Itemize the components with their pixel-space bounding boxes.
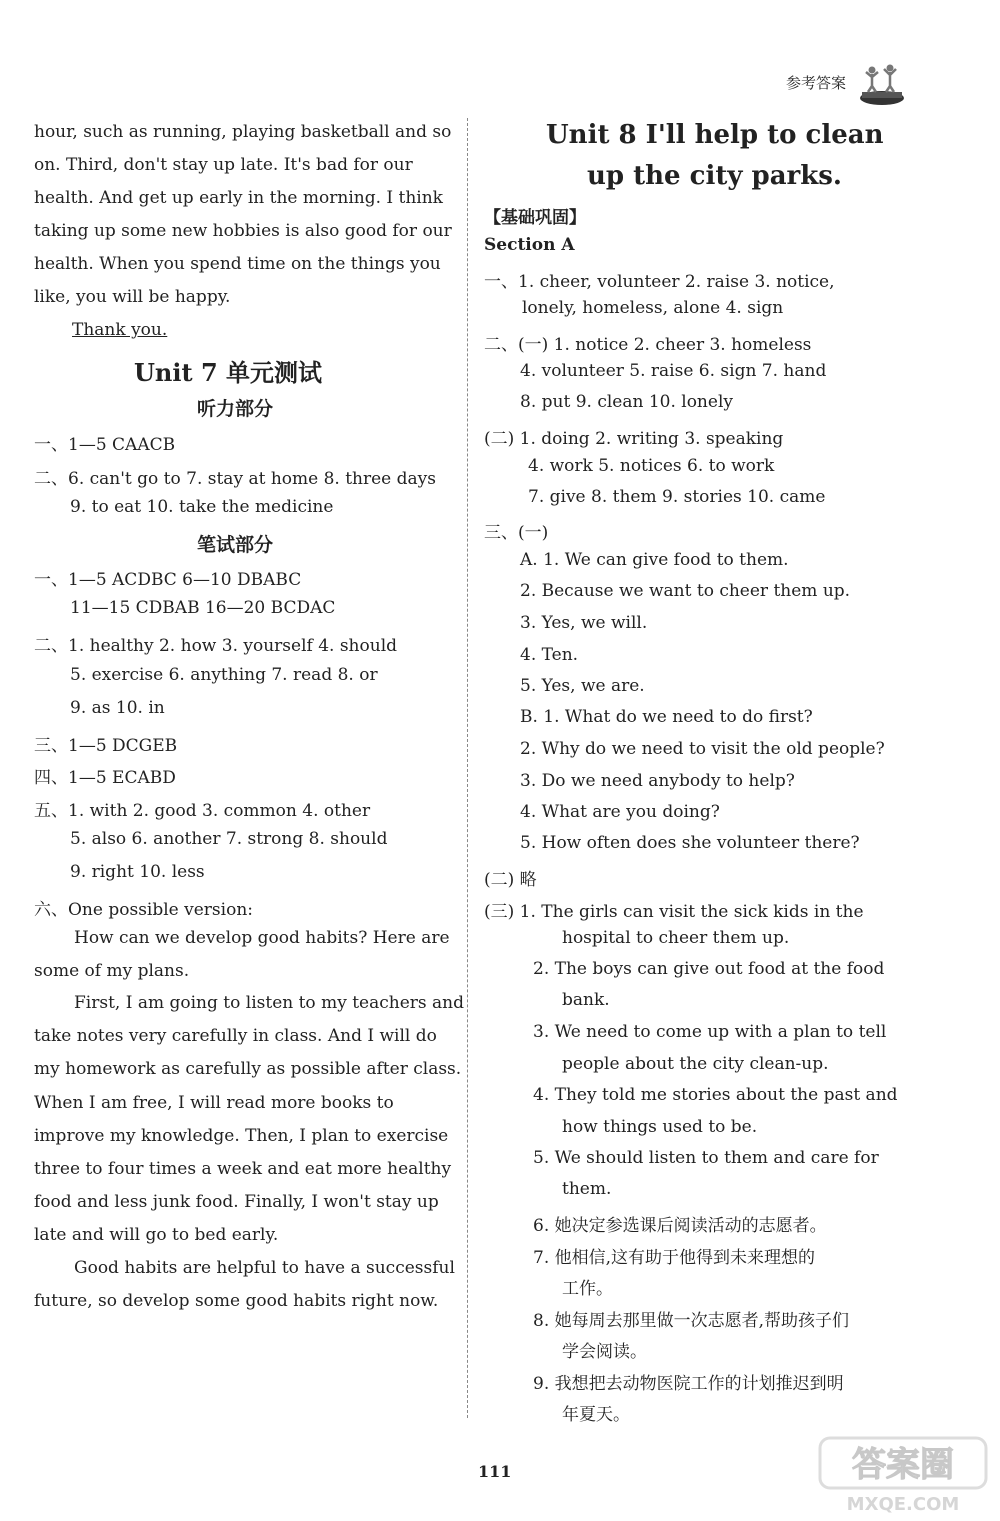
answer-line: 4. work 5. notices 6. to work [528, 456, 775, 476]
essay-continued-line: health. And get up early in the morning. I think [34, 188, 443, 208]
column-divider [467, 118, 468, 1418]
written-section-title: 笔试部分 [197, 534, 274, 556]
answer-line: 4. What are you doing? [520, 802, 720, 822]
answer-line: 五、1. with 2. good 3. common 4. other [34, 801, 371, 821]
answer-line: 3. Do we need anybody to help? [520, 771, 795, 791]
page-number: 111 [478, 1462, 512, 1481]
watermark-url-text: MXQE.COM [846, 1494, 960, 1515]
answer-line: 学会阅读。 [562, 1342, 647, 1362]
essay-continued-line: on. Third, don't stay up late. It's bad for our [34, 155, 413, 175]
answer-line: 9. as 10. in [70, 698, 165, 718]
essay-line: improve my knowledge. Then, I plan to exercise [34, 1126, 449, 1146]
essay-continued-line: health. When you spend time on the things you [34, 254, 441, 274]
essay-continued-line: hour, such as running, playing basketball and so [34, 122, 452, 142]
answer-line: 六、One possible version: [34, 900, 253, 920]
essay-line: three to four times a week and eat more healthy [34, 1159, 452, 1179]
answer-line: lonely, homeless, alone 4. sign [522, 298, 784, 318]
header-label: 参考答案 [786, 74, 847, 92]
answer-line: 9. to eat 10. take the medicine [70, 497, 334, 517]
answer-line: A. 1. We can give food to them. [520, 550, 789, 570]
watermark-logo [818, 1436, 988, 1516]
essay-line: my homework as carefully as possible after class. [34, 1059, 462, 1079]
essay-line: First, I am going to listen to my teachers and [74, 993, 464, 1013]
answer-line: hospital to cheer them up. [562, 928, 790, 948]
essay-line: How can we develop good habits? Here are [74, 928, 450, 948]
answer-line: (二) 1. doing 2. writing 3. speaking [484, 429, 784, 449]
basics-heading: 【基础巩固】 [484, 208, 586, 228]
essay-line: Good habits are helpful to have a successful [74, 1258, 455, 1278]
essay-continued-line: like, you will be happy. [34, 287, 231, 307]
essay-continued-line: taking up some new hobbies is also good for our [34, 221, 452, 241]
answer-line: 3. We need to come up with a plan to tell [533, 1022, 887, 1042]
section-heading: Section A [484, 235, 575, 255]
answer-line: 四、1—5 ECABD [34, 768, 176, 788]
answer-line: 7. 他相信,这有助于他得到未来理想的 [533, 1248, 816, 1268]
answer-line: 5. Yes, we are. [520, 676, 645, 696]
answer-line: them. [562, 1179, 612, 1199]
watermark-main-text: 答案圈 [852, 1445, 954, 1485]
answer-line: 9. right 10. less [70, 862, 205, 882]
answer-line: 5. We should listen to them and care for [533, 1148, 879, 1168]
essay-line: late and will go to bed early. [34, 1225, 279, 1245]
answer-line: (三) 1. The girls can visit the sick kids in the [484, 902, 864, 922]
answer-line: 4. They told me stories about the past and [533, 1085, 898, 1105]
unit8-title-line-1: Unit 8 I'll help to clean [546, 120, 884, 150]
answer-line: 一、1—5 CAACB [34, 435, 176, 455]
thank-you-line: Thank you. [72, 320, 168, 340]
answer-line: 11—15 CDBAB 16—20 BCDAC [70, 598, 336, 618]
answer-line: 2. The boys can give out food at the food [533, 959, 885, 979]
answer-line: 年夏天。 [562, 1405, 630, 1425]
answer-line: 5. exercise 6. anything 7. read 8. or [70, 665, 378, 685]
answer-line: 工作。 [562, 1279, 613, 1299]
answer-line: people about the city clean-up. [562, 1054, 829, 1074]
answer-line: 二、(一) 1. notice 2. cheer 3. homeless [484, 335, 812, 355]
unit7-title: Unit 7 单元测试 [134, 358, 322, 387]
answer-line: 二、1. healthy 2. how 3. yourself 4. should [34, 636, 398, 656]
answer-line: 9. 我想把去动物医院工作的计划推迟到明 [533, 1374, 844, 1394]
answer-line: 5. also 6. another 7. strong 8. should [70, 829, 388, 849]
essay-line: food and less junk food. Finally, I won't stay up [34, 1192, 439, 1212]
answer-line: 一、1. cheer, volunteer 2. raise 3. notice, [484, 272, 835, 292]
answer-line: 一、1—5 ACDBC 6—10 DBABC [34, 570, 302, 590]
answer-line: 6. 她决定参选课后阅读活动的志愿者。 [533, 1216, 827, 1236]
answer-line: 二、6. can't go to 7. stay at home 8. three days [34, 469, 436, 489]
trophy-people-icon [858, 60, 906, 106]
answer-line: 8. 她每周去那里做一次志愿者,帮助孩子们 [533, 1311, 850, 1331]
essay-line: When I am free, I will read more books to [34, 1093, 394, 1113]
answer-line: 4. Ten. [520, 645, 579, 665]
answer-line: how things used to be. [562, 1117, 758, 1137]
answer-line: B. 1. What do we need to do first? [520, 707, 813, 727]
answer-line: 2. Because we want to cheer them up. [520, 581, 851, 601]
answer-line: 5. How often does she volunteer there? [520, 833, 860, 853]
listening-section-title: 听力部分 [197, 398, 274, 420]
essay-line: take notes very carefully in class. And I will do [34, 1026, 437, 1046]
answer-line: 三、1—5 DCGEB [34, 736, 178, 756]
essay-line: some of my plans. [34, 961, 190, 981]
answer-line: (二) 略 [484, 870, 537, 890]
unit8-title-line-2: up the city parks. [587, 161, 842, 191]
answer-line: bank. [562, 990, 610, 1010]
answer-line: 三、(一) [484, 523, 549, 543]
answer-line: 2. Why do we need to visit the old people? [520, 739, 885, 759]
answer-line: 3. Yes, we will. [520, 613, 648, 633]
answer-line: 4. volunteer 5. raise 6. sign 7. hand [520, 361, 827, 381]
answer-line: 7. give 8. them 9. stories 10. came [528, 487, 826, 507]
answer-line: 8. put 9. clean 10. lonely [520, 392, 733, 412]
essay-line: future, so develop some good habits right now. [34, 1291, 439, 1311]
